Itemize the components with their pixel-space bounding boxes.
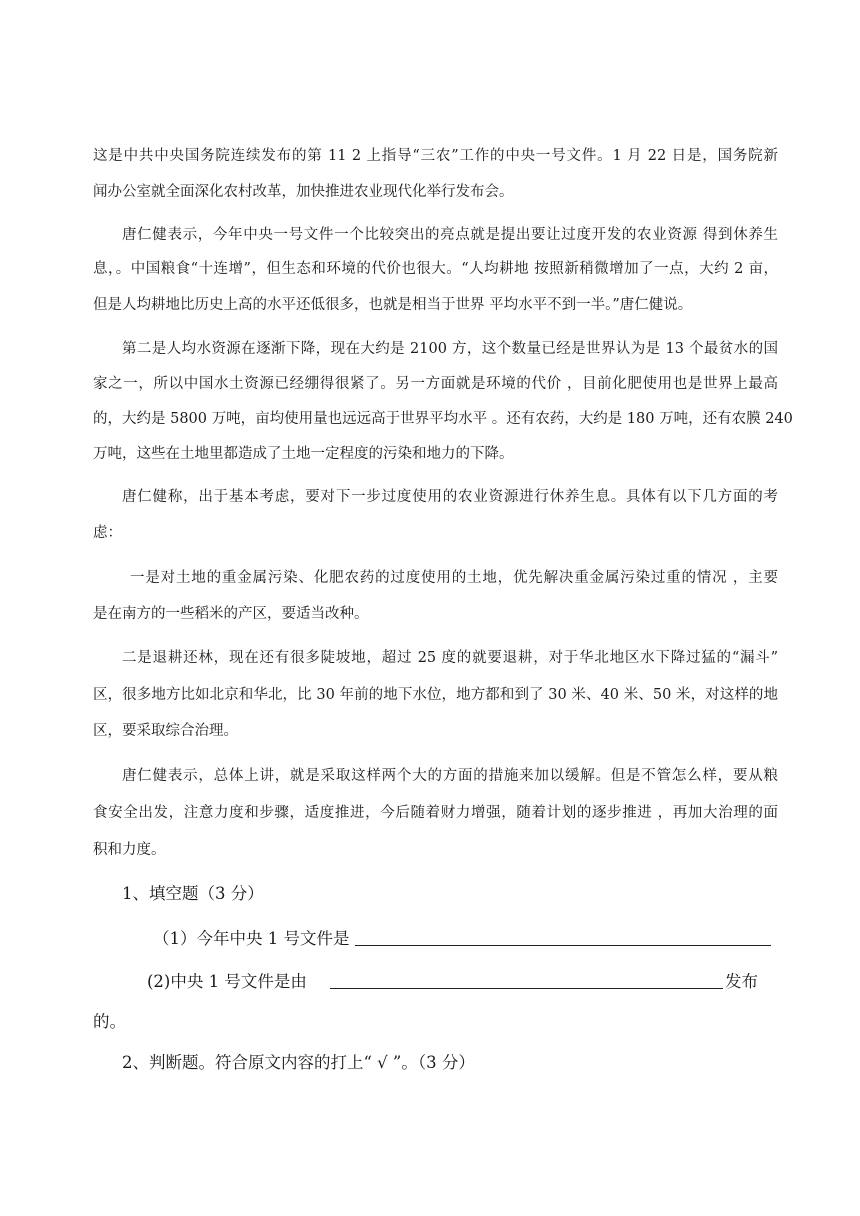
question-2-title: 2、判断题。符合原文内容的打上“ √ ”。（3 分）: [122, 1053, 475, 1072]
paragraph-7-line-1: 唐仁健表示，总体上讲，就是采取这样两个大的方面的措施来加以缓解。但是不管怎么样，要从粮: [122, 768, 778, 784]
question-1-item-2-suffix: 发布: [725, 972, 758, 991]
answer-blank-2[interactable]: [330, 988, 723, 989]
paragraph-6-line-1: 二是退耕还林，现在还有很多陡坡地，超过 25 度的就要退耕，对于华北地区水下降过猛的“漏斗”: [122, 650, 778, 666]
paragraph-3-line-1: 第二是人均水资源在逐渐下降，现在大约是 2100 方，这个数量已经是世界认为是 13 个最贫水的国: [122, 341, 778, 357]
paragraph-5-line-2: 是在南方的一些稻米的产区，要适当改种。: [93, 606, 369, 622]
paragraph-3-line-2: 家之一，所以中国水土资源已经绷得很紧了。另一方面就是环境的代价 ，目前化肥使用也是世界上最高: [93, 376, 778, 392]
question-1-item-1-label: （1）今年中央 1 号文件是: [153, 929, 350, 948]
paragraph-2-line-3: 但是人均耕地比历史上高的水平还低很多，也就是相当于世界 平均水平不到一半。”唐仁健说。: [93, 297, 693, 313]
paragraph-2-line-2: 息，。中国粮食“十连增”，但生态和环境的代价也很大。“人均耕地 按照新稍微增加了一点，大约 2 亩，: [93, 261, 778, 277]
paragraph-7-line-3: 积和力度。: [93, 842, 166, 858]
paragraph-4-line-2: 虑：: [93, 525, 122, 541]
paragraph-3-line-3: 的，大约是 5800 万吨，亩均使用量也远远高于世界平均水平 。还有农药，大约是 180 万吨，还有农膜 240: [93, 411, 793, 427]
paragraph-7-line-2: 食安全出发，注意力度和步骤，适度推进，今后随着财力增强，随着计划的逐步推进 ，再加大治理的面: [93, 805, 778, 821]
paragraph-5-line-1: 一是对土地的重金属污染、化肥农药的过度使用的土地，优先解决重金属污染过重的情况 ，主要: [130, 570, 778, 586]
paragraph-1-line-1: 这是中共中央国务院连续发布的第 11 2 上指导“三农”工作的中央一号文件。1 月 22 日是，国务院新: [93, 148, 778, 164]
answer-blank-1[interactable]: [355, 945, 771, 946]
paragraph-6-line-3: 区，要采取综合治理。: [93, 723, 238, 739]
paragraph-1-line-2: 闻办公室就全面深化农村改革，加快推进农业现代化举行发布会。: [93, 184, 514, 200]
paragraph-6-line-2: 区，很多地方比如北京和华北，比 30 年前的地下水位，地方都和到了 30 米、40 米、50 米，对这样的地: [93, 687, 778, 703]
question-1-title: 1、填空题（3 分）: [122, 884, 264, 903]
question-1-item-2-continuation: 的。: [93, 1012, 126, 1031]
paragraph-2-line-1: 唐仁健表示，今年中央一号文件一个比较突出的亮点就是提出要让过度开发的农业资源 得到休养生: [122, 227, 778, 243]
question-1-item-2-label: (2)中央 1 号文件是由: [147, 972, 307, 991]
paragraph-3-line-4: 万吨，这些在土地里都造成了土地一定程度的污染和地力的下降。: [93, 446, 514, 462]
paragraph-4-line-1: 唐仁健称，出于基本考虑，要对下一步过度使用的农业资源进行休养生息。具体有以下几方面的考: [122, 489, 778, 505]
